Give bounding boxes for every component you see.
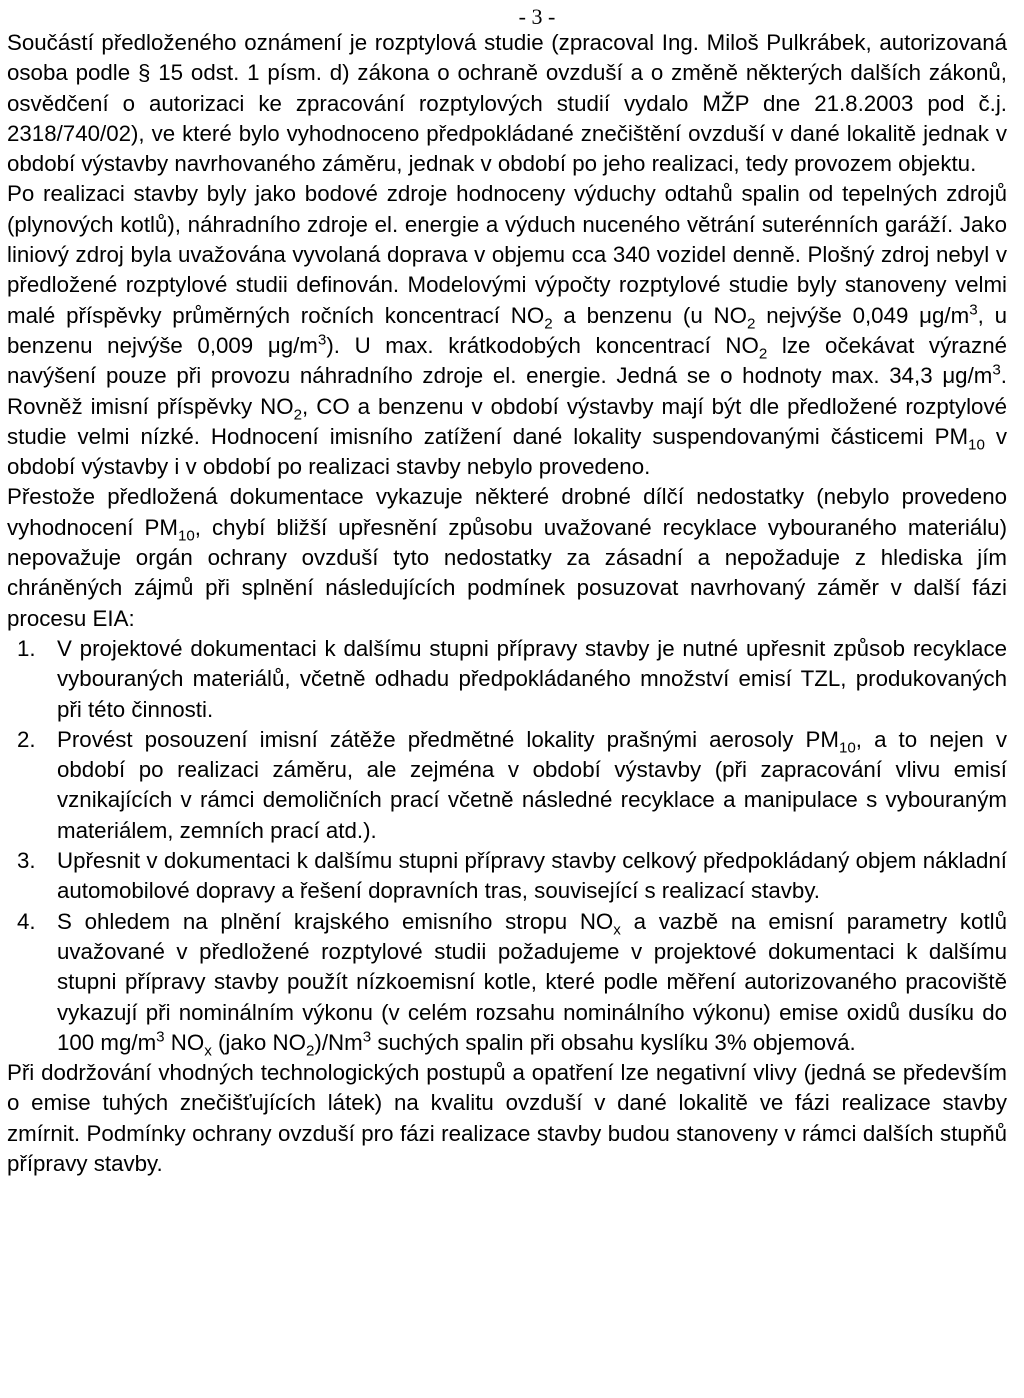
condition-item-1 <box>7 634 1007 725</box>
text-run: a benzenu (u NO <box>552 302 747 328</box>
text-run: a vazbě na emisní parametry kotlů uvažované v předložené rozptylové studii požadujeme v projektové dokumentaci k dalšímu stupni přípravy stavby použít nízkoemisní kotle, které podle měření autorizovaného pracoviště vykazují při nominálním výkonu (v celém rozsahu nominálního výkonu) emise oxidů dusíku do 100 mg/m <box>57 908 1007 1055</box>
superscript: 3 <box>156 1028 165 1046</box>
subscript: 10 <box>838 739 856 757</box>
text-run: . Rovněž imisní příspěvky NO <box>7 363 1007 419</box>
subscript: 2 <box>305 1042 315 1060</box>
paragraph-dispersion-study: Součástí předloženého oznámení je rozptylová studie (zpracoval Ing. Miloš Pulkrábek, autorizovaná osoba podle § 15 odst. 1 písm. d) zákona o ochraně ovzduší a o změně některých dalších zákonů, osvědčení o autorizaci ke zpracování rozptylových studií vydalo MŽP dne 21.8.2003 pod č.j. 2318/740/02), ve které bylo vyhodnoceno předpokládané znečištění ovzduší v dané lokalitě jednak v období výstavby navrhovaného záměru, jednak v období po jeho realizaci, tedy provozem objektu. <box>7 30 1007 177</box>
superscript: 3 <box>969 301 978 319</box>
superscript: 3 <box>362 1028 372 1046</box>
condition-number: 4. <box>17 908 36 934</box>
document-page <box>7 0 1007 1179</box>
text-run: v období výstavby i v období po realizaci stavby nebylo provedeno. <box>7 423 1007 480</box>
condition-text <box>57 727 1007 843</box>
text-run: ). U max. krátkodobých koncentrací NO <box>326 332 759 358</box>
condition-number: 2. <box>17 726 36 752</box>
subscript: 10 <box>968 436 985 454</box>
text-run: S ohledem na plnění krajského emisního stropu NO <box>57 908 614 934</box>
superscript: 3 <box>992 361 1001 379</box>
condition-item-4 <box>7 907 1007 1058</box>
text-run: (jako NO <box>211 1029 306 1055</box>
subscript: 2 <box>758 345 768 363</box>
condition-number: 3. <box>17 848 36 874</box>
text-run: lze očekávat výrazné navýšení pouze při provozu náhradního zdroje el. energie. Jedná se o hodnoty max. 34,3 μg/m <box>7 332 1007 389</box>
condition-item-3 <box>7 846 1007 907</box>
condition-item-2 <box>7 725 1007 846</box>
subscript: 2 <box>746 315 756 333</box>
text-run: )/Nm <box>314 1029 363 1055</box>
subscript: 2 <box>544 315 553 333</box>
conditions-list <box>7 634 1007 1058</box>
text-run: Po realizaci stavby byly jako bodové zdroje hodnoceny výduchy odtahů spalin od tepelných zdrojů (plynových kotlů), náhradního zdroje el. energie a výduch nuceného větrání suterénních garáží. Jako liniový zdroj byla uvažována vyvolaná doprava v objemu cca 340 vozidel denně. Plošný zdroj nebyl v předložené rozptylové studii definován. Modelovými výpočty rozptylové studie byly stanoveny velmi malé příspěvky průměrných ročních koncentrací NO <box>7 181 1007 328</box>
condition-text <box>57 908 1007 1060</box>
subscript: 10 <box>177 527 195 545</box>
page-number: - 3 - <box>518 4 556 29</box>
text-run: nejvýše 0,049 μg/m <box>755 302 970 328</box>
text-run: NO <box>164 1029 205 1055</box>
text-run: Přestože předložená dokumentace vykazuje některé drobné dílčí nedostatky (nebylo provedeno vyhodnocení PM <box>7 484 1007 540</box>
superscript: 3 <box>317 331 327 349</box>
text-run: suchých spalin při obsahu kyslíku 3% objemová. <box>371 1029 856 1055</box>
paragraph-sources-results <box>7 179 1007 482</box>
condition-number: 1. <box>17 635 36 661</box>
condition-text: V projektové dokumentaci k dalšímu stupni přípravy stavby je nutné upřesnit způsob recyklace vybouraných materiálů, včetně odhadu předpokládaného množství emisí TZL, produkovaných při této činnosti. <box>57 635 1007 722</box>
subscript: x <box>204 1042 212 1060</box>
text-run: , CO a benzenu v období výstavby mají být dle předložené rozptylové studie velmi nízké. Hodnocení imisního zatížení dané lokality suspendovanými částicemi PM <box>7 393 1007 449</box>
text-run: , u benzenu nejvýše 0,009 μg/m <box>7 302 1008 358</box>
text-run: , chybí bližší upřesnění způsobu uvažované recyklace vybouraného materiálu) nepovažuje orgán ochrany ovzduší tyto nedostatky za zásadní a nepožaduje z hlediska jím chráněných zájmů při splnění následujících podmínek posuzovat navrhovaný záměr v další fázi procesu EIA: <box>7 514 1007 631</box>
subscript: x <box>613 921 621 939</box>
subscript: 2 <box>293 406 303 424</box>
paragraph-authority-opinion <box>7 482 1007 633</box>
condition-text: Upřesnit v dokumentaci k dalšímu stupni přípravy stavby celkový předpokládaný objem nákladní automobilové dopravy a řešení dopravních tras, související s realizací stavby. <box>57 848 1007 904</box>
text-run: , a to nejen v období po realizaci záměru, ale zejména v období výstavby (při zapracování vlivu emisí vznikajících v rámci demoličních prací včetně následné recyklace a manipulace s vybouraným materiálem, zemních prací atd.). <box>57 726 1007 843</box>
text-run: Provést posouzení imisní zátěže předmětné lokality prašnými aerosoly PM <box>57 726 839 752</box>
paragraph-mitigation: Při dodržování vhodných technologických postupů a opatření lze negativní vlivy (jedná se především o emise tuhých znečišťujících látek) na kvalitu ovzduší v dané lokalitě ve fázi realizace stavby zmírnit. Podmínky ochrany ovzduší pro fázi realizace stavby budou stanoveny v rámci dalších stupňů přípravy stavby. <box>7 1060 1007 1176</box>
